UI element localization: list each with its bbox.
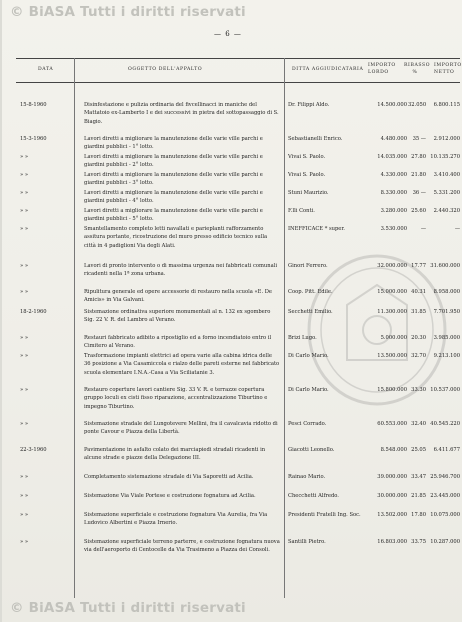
header-top-rule (16, 58, 460, 59)
row-net: 10.135.270 (430, 154, 460, 160)
row-firm: Sebastianelli Enrico. (288, 136, 343, 142)
row-date: 18-2-1960 (20, 309, 47, 315)
row-discount: 27.80 (411, 154, 426, 160)
row-net: 23.445.000 (430, 493, 460, 499)
row-net: 6.411.677 (433, 447, 460, 453)
row-amount: 3.530.000 (380, 226, 407, 232)
row-amount: 4.480.000 (380, 136, 407, 142)
row-object: Completamento sistemazione stradale di Via Saporetti ad Acilia. (84, 474, 254, 480)
row-discount: 33.30 (411, 387, 426, 393)
row-firm: F.lli Conti. (288, 208, 315, 214)
row-date: » » (20, 226, 28, 232)
row-object: Smantellamento completo letti navallati e parieplanti rafforzamento assitura portante, ricostruzione del muro presso edificio tecnico sulla città in 4 padiglioni Via degli Alati. (84, 226, 268, 249)
row-amount: 14.500.000 (377, 102, 407, 108)
row-firm: Brizi Lugo. (288, 335, 317, 341)
row-discount: 20.30 (411, 335, 426, 341)
row-amount: 39.000.000 (377, 474, 407, 480)
row-net: 2.912.000 (433, 136, 460, 142)
row-date: » » (20, 387, 28, 393)
row-firm: INEFFICACE * super. (288, 226, 345, 232)
row-amount: 3.280.000 (380, 208, 407, 214)
row-object: Sistemazione superficiale terreno parterre, e costruzione fognatura nuova via dell'aeroporto di Centocelle da Via Trasimeno a Piazza dei Consoli. (84, 539, 280, 554)
row-date: » » (20, 335, 28, 341)
row-firm: Checchetti Alfredo. (288, 493, 339, 499)
row-net: 3.410.400 (433, 172, 460, 178)
row-object: Trasformazione impianti elettrici ad opera varie alla cabina idrica delle 36 posizione a Via Casamiccola e rialzo delle pareti esterne nel fabbricato scuola elementare I.N.A.-Casa a Via Sciliatanie 3. (84, 353, 280, 376)
row-amount: 13.500.000 (377, 353, 407, 359)
row-date: » » (20, 190, 28, 196)
row-discount: 33.47 (411, 474, 426, 480)
row-object: Disinfestazione e pulizia ordinaria del fivcellinacci in maniche del Mattatoio ex-Lamberto I e dei successivi in pietra del sottopassaggio di S. Biagio. (84, 102, 279, 125)
header-firm: DITTA AGGIUDICATARIA (292, 67, 364, 72)
row-object: Sistemazione superficiale e costruzione fognatura Via Aurelia, fra Via Ludovico Albertini e Piazza Irnerio. (84, 512, 268, 527)
row-amount: 11.300.000 (377, 309, 407, 315)
row-net: — (454, 226, 460, 232)
row-discount: 21.85 (411, 493, 426, 499)
row-firm: Pesci Corrado. (288, 421, 327, 427)
row-date: » » (20, 353, 28, 359)
row-object: Restauro coperture lavori cantiere Sig. 33 V. R. e terrazze copertura gruppo loculi ex cisti fisso riparazione, accentralizzazione Tiburtino e impegno Tiburtino. (84, 387, 268, 410)
row-firm: Ginori Ferrero. (288, 263, 328, 269)
row-net: 31.600.000 (430, 263, 460, 269)
row-firm: Dr. Filippi Aldo. (288, 102, 330, 108)
row-net: 3.985.000 (433, 335, 460, 341)
row-object: Ripulitura generale ed opere accessorie di restauro nella scuola «E. De Amicis» in Via Galvani. (84, 289, 272, 304)
row-firm: Vivai S. Paolo. (288, 172, 326, 178)
row-object: Lavori diretti a migliorare la manutenzione delle varie ville parchi e giardini pubblici - 2° lotto. (84, 154, 263, 169)
row-firm: Vivai S. Paolo. (288, 154, 326, 160)
row-discount: 33.75 (411, 539, 426, 545)
row-net: 10.537.000 (430, 387, 460, 393)
row-date: » » (20, 421, 28, 427)
row-amount: 15.800.000 (377, 387, 407, 393)
row-discount: 17.77 (411, 263, 426, 269)
row-object: Sistemazione ordinativa superiore monumentali al n. 132 ex sgombero Sig. 22 V. R. del Lambro al Verano. (84, 309, 271, 324)
row-amount: 8.548.000 (380, 447, 407, 453)
watermark-bottom: © BiASA Tutti i diritti riservati (10, 600, 246, 616)
row-amount: 4.330.000 (380, 172, 407, 178)
row-net: 5.331.200 (433, 190, 460, 196)
column-divider (74, 58, 75, 598)
row-amount: 13.502.000 (377, 512, 407, 518)
row-firm: Secchetti Emilio. (288, 309, 333, 315)
row-object: Restauri fabbricato adibito a ripostiglio ed a forno incendiatoio entro il Cimitero al Verano. (84, 335, 272, 350)
row-object: Lavori diretti a migliorare la manutenzione delle varie ville parchi e giardini pubblici - 3° lotto. (84, 172, 263, 187)
row-date: » » (20, 512, 28, 518)
row-object: Lavori di pronto intervento o di massima urgenza nei fabbricati comunali ricadenti nella 1ª zona urbana. (84, 263, 277, 278)
row-date: » » (20, 474, 28, 480)
row-date: » » (20, 154, 28, 160)
row-object: Pavimentazione in asfalto colato dei marciapiedi stradali ricadenti in alcune strade e piazze della Delegazione III. (84, 447, 266, 462)
row-discount: 25.05 (411, 447, 426, 453)
row-amount: 14.035.000 (377, 154, 407, 160)
row-date: 22-3-1960 (20, 447, 47, 453)
row-date: » » (20, 493, 28, 499)
row-date: 15-8-1960 (20, 102, 47, 108)
document-page (2, 0, 462, 622)
row-firm: Stuni Maurizio. (288, 190, 329, 196)
watermark-top: © BiASA Tutti i diritti riservati (10, 4, 246, 20)
row-object: Lavori diretti a migliorare la manutenzione delle varie ville parchi e giardini pubblici - 4° lotto. (84, 190, 263, 205)
row-firm: Presidenti Fratelli Ing. Soc. (288, 512, 361, 518)
column-divider (284, 58, 285, 598)
header-bottom-rule (16, 82, 460, 83)
row-discount: — (420, 226, 426, 232)
row-net: 10.075.000 (430, 512, 460, 518)
row-date: 15-3-1960 (20, 136, 47, 142)
row-object: Lavori diretti a migliorare la manutenzione delle varie ville parchi e giardini pubblici - 5° lotto. (84, 208, 263, 223)
row-firm: Di Carlo Mario. (288, 353, 329, 359)
row-object: Sistemazione stradale del Lungotevere Mellini, fra il cavalcavia ridotto di ponte Cavour e Piazza della Libertà. (84, 421, 278, 436)
row-discount: 21.80 (411, 172, 426, 178)
row-firm: Giacotti Leonello. (288, 447, 335, 453)
row-discount: 31.85 (411, 309, 426, 315)
header-net: IMPORTO NETTO (434, 63, 462, 75)
header-discount: RIBASSO % (404, 63, 431, 75)
row-object: Sistemazione Via Viale Portese e costruzione fognatura ad Acilia. (84, 493, 256, 499)
row-discount: 32.050 (408, 102, 427, 108)
row-firm: Coop. Pitt. Edile. (288, 289, 333, 295)
row-date: » » (20, 263, 28, 269)
row-discount: 35 — (412, 136, 426, 142)
row-amount: 32.000.000 (377, 263, 407, 269)
row-net: 2.440.320 (433, 208, 460, 214)
page-number: — 6 — (214, 30, 242, 38)
row-discount: 40.31 (411, 289, 426, 295)
row-date: » » (20, 172, 28, 178)
row-amount: 5.000.000 (380, 335, 407, 341)
row-amount: 30.000.000 (377, 493, 407, 499)
row-amount: 60.553.000 (377, 421, 407, 427)
row-net: 40.545.220 (430, 421, 460, 427)
row-amount: 15.000.000 (377, 289, 407, 295)
row-discount: 25.60 (411, 208, 426, 214)
row-amount: 8.330.000 (380, 190, 407, 196)
row-discount: 36 — (412, 190, 426, 196)
row-discount: 32.40 (411, 421, 426, 427)
row-net: 25.946.700 (430, 474, 460, 480)
row-net: 6.800.115 (433, 102, 460, 108)
row-amount: 16.803.000 (377, 539, 407, 545)
row-discount: 17.80 (411, 512, 426, 518)
header-date: DATA (38, 67, 54, 72)
row-firm: Rainao Mario. (288, 474, 326, 480)
row-date: » » (20, 539, 28, 545)
row-object: Lavori diretti a migliorare la manutenzione delle varie ville parchi e giardini pubblici - 1° lotto. (84, 136, 263, 151)
row-net: 8.958.000 (433, 289, 460, 295)
row-firm: Di Carlo Mario. (288, 387, 329, 393)
row-date: » » (20, 208, 28, 214)
row-discount: 32.70 (411, 353, 426, 359)
row-firm: Santilli Pietro. (288, 539, 326, 545)
row-net: 10.287.000 (430, 539, 460, 545)
row-net: 9.213.100 (433, 353, 460, 359)
row-date: » » (20, 289, 28, 295)
header-amount: IMPORTO LORDO (368, 63, 396, 75)
header-object: OGGETTO DELL'APPALTO (128, 67, 203, 72)
row-net: 7.701.950 (433, 309, 460, 315)
